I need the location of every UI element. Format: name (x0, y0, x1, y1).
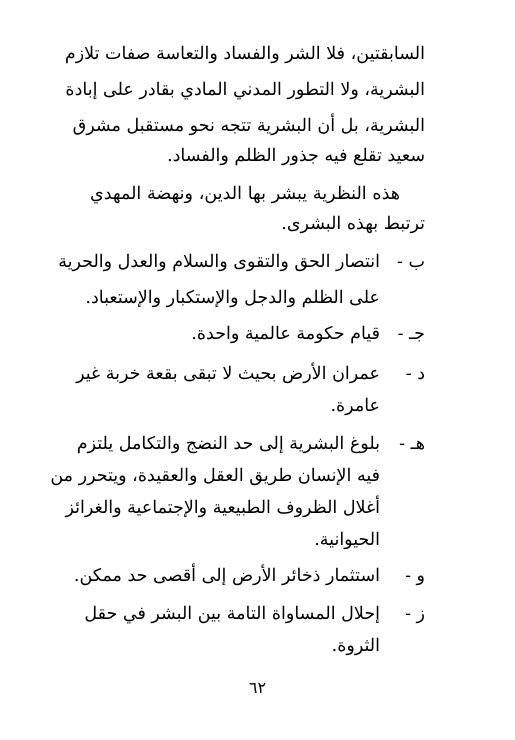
list-item-marker: و - (405, 566, 425, 586)
list-item-marker: هـ - (399, 434, 425, 454)
text-line: البشرية، بل أن البشرية تتجه نحو مستقبل مشرق (72, 116, 425, 136)
text-line: السابقتين، فلا الشر والفساد والتعاسة صفات تلازم (64, 44, 425, 64)
text-line: هذه النظرية يبشر بها الدين، ونهضة المهدي (90, 184, 400, 204)
list-item-line: عامرة. (330, 396, 380, 416)
list-item-line: انتصار الحق والتقوى والسلام والعدل والحرية (58, 252, 380, 272)
text-line: البشرية، ولا التطور المدني المادي بقادر على إبادة (65, 80, 425, 100)
list-item-marker: ب - (397, 252, 425, 272)
list-item-line: بلوغ البشرية إلى حد النضج والتكامل يلتزم (76, 434, 380, 454)
list-item-line: فيه الإنسان طريق العقل والعقيدة، ويتحرر من (50, 466, 380, 486)
list-item-line: قيام حكومة عالمية واحدة. (191, 324, 380, 344)
list-item-line: عمران الأرض بحيث لا تبقى بقعة خربة غير (76, 364, 380, 384)
list-item-line: الثروة. (331, 636, 380, 656)
list-item-marker: ز - (405, 604, 425, 624)
text-line: سعيد تقلع فيه جذور الظلم والفساد. (167, 146, 425, 166)
list-item-marker: د - (405, 364, 425, 384)
page-number: ٦٢ (248, 678, 267, 697)
text-line: ترتبط بهذه البشرى. (281, 214, 425, 234)
list-item-line: إحلال المساواة التامة بين البشر في حقل (84, 604, 380, 624)
list-item-line: الحيوانية. (314, 530, 380, 550)
list-item-line: أغلال الظروف الطبيعية والإجتماعية والغرائز (65, 498, 380, 518)
list-item-line: استثمار ذخائر الأرض إلى أقصى حد ممكن. (73, 566, 380, 586)
list-item-marker: جـ - (397, 324, 425, 344)
list-item-line: على الظلم والدجل والإستكبار والإستعباد. (85, 288, 380, 308)
